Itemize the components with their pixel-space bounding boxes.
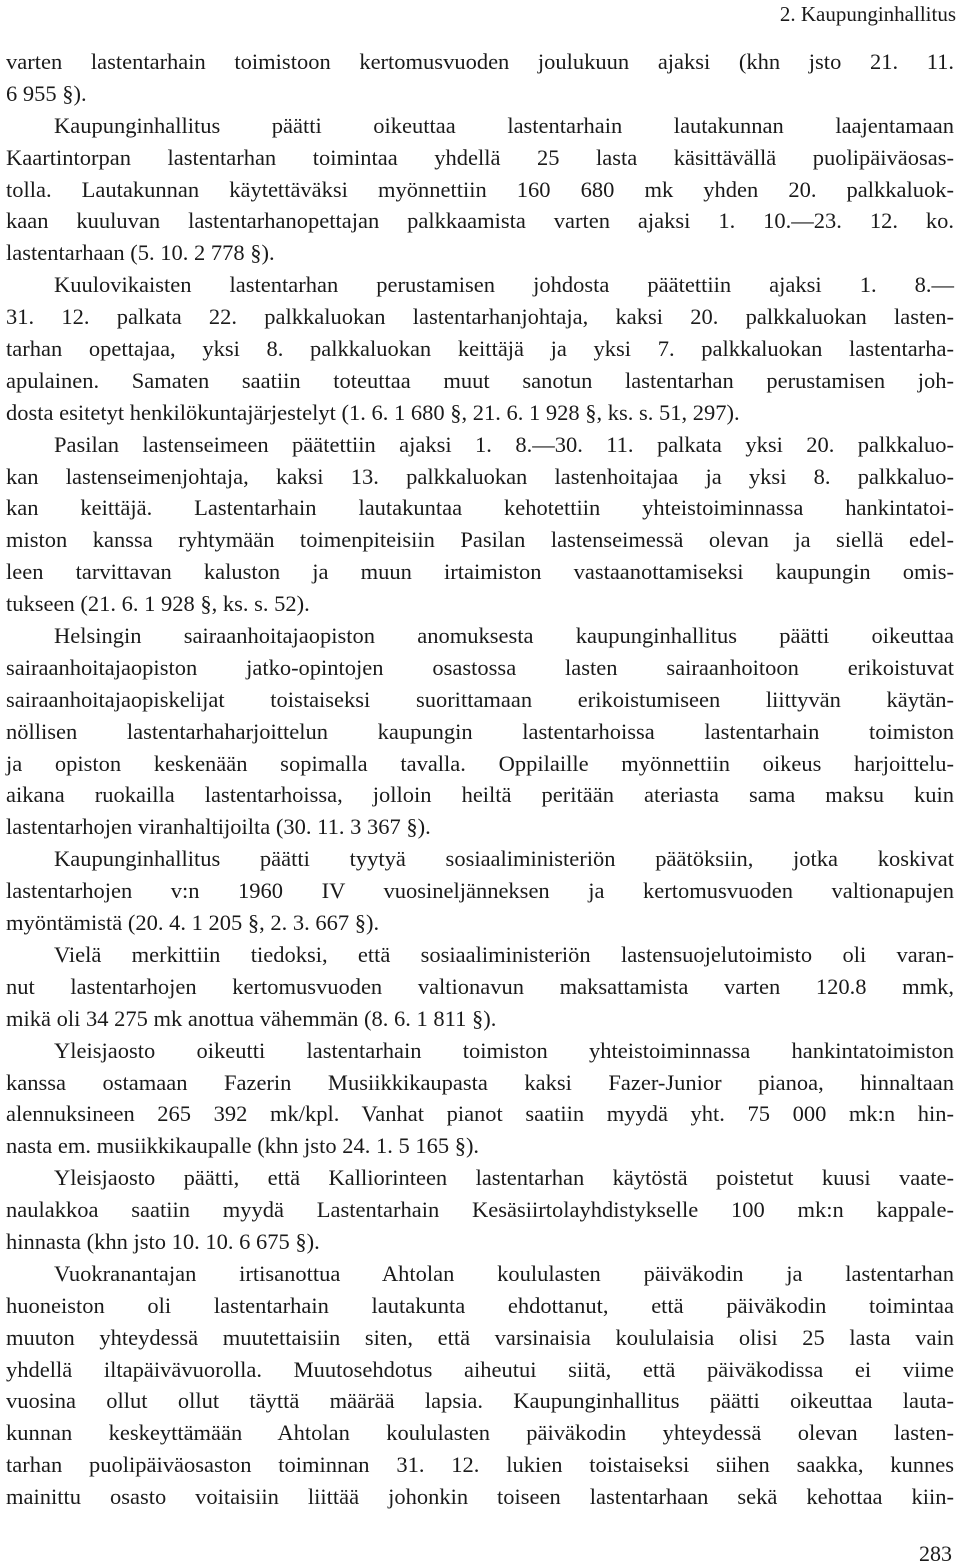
text-line: tolla. Lautakunnan käytettäväksi myönnettiin 160 680 mk yhden 20. palkkaluok-: [6, 176, 954, 202]
text-line: tarhan opettajaa, yksi 8. palkkaluokan keittäjä ja yksi 7. palkkaluokan lastentarha-: [6, 336, 954, 362]
text-line: apulainen. Samaten saatiin toteuttaa muut sanotun lastentarhan perustamisen joh-: [6, 367, 954, 393]
text-line: kan lastenseimenjohtaja, kaksi 13. palkkaluokan lastenhoitajaa ja yksi 8. palkkaluo-: [6, 463, 954, 489]
text-line: alennuksineen 265 392 mk/kpl. Vanhat pianot saatiin myydä yht. 75 000 mk:n hin-: [6, 1101, 954, 1127]
text-line: miston kanssa ryhtymään toimenpiteisiin Pasilan lastenseimessä olevan ja siellä edel-: [6, 527, 954, 553]
text-line: lastentarhaan (5. 10. 2 778 §).: [6, 240, 275, 266]
text-line: myöntämistä (20. 4. 1 205 §, 2. 3. 667 §).: [6, 910, 380, 936]
text-line: Pasilan lastenseimeen päätettiin ajaksi 1. 8.—30. 11. palkata yksi 20. palkkaluo-: [54, 431, 954, 457]
text-line: mikä oli 34 275 mk anottua vähemmän (8. 6. 1 811 §).: [6, 1005, 497, 1031]
text-line: aikana ruokailla lastentarhoissa, jolloin heiltä peritään ateriasta sama maksu kuin: [6, 782, 954, 808]
text-line: lastentarhojen v:n 1960 IV vuosineljänneksen ja kertomusvuoden valtionapujen: [6, 878, 954, 904]
text-line: leen tarvittavan kaluston ja muun irtaimiston vastaanottamiseksi kaupungin omis-: [6, 559, 954, 585]
text-line: muuton yhteydessä muutettaisiin siten, että varsinaisia koululaisia olisi 25 lasta vain: [6, 1324, 954, 1350]
text-line: huoneiston oli lastentarhain lautakunta ehdottanut, että päiväkodin toimintaa: [6, 1292, 954, 1318]
text-line: kanssa ostamaan Fazerin Musiikkikaupasta kaksi Fazer-Junior pianoa, hinnaltaan: [6, 1069, 954, 1095]
text-line: Vielä merkittiin tiedoksi, että sosiaaliministeriön lastensuojelutoimisto oli varan-: [54, 941, 954, 967]
text-line: yhdellä iltapäivävuorolla. Muutosehdotus aiheutui siitä, että päiväkodissa ei viime: [6, 1356, 954, 1382]
text-line: tarhan puolipäiväosaston toiminnan 31. 12. lukien toistaiseksi siihen saakka, kunnes: [6, 1452, 954, 1478]
text-line: hinnasta (khn jsto 10. 10. 6 675 §).: [6, 1228, 320, 1254]
body-text: [6, 46, 954, 1513]
text-line: 31. 12. palkata 22. palkkaluokan lastentarhanjohtaja, kaksi 20. palkkaluokan lasten-: [6, 304, 954, 330]
text-line: ja opiston keskenään sopimalla tavalla. Oppilaille myönnettiin oikeus harjoittelu-: [6, 750, 954, 776]
text-line: sairaanhoitajaopiston jatko-opintojen osastossa lasten sairaanhoitoon erikoistuvat: [6, 654, 954, 680]
text-line: Yleisjaosto oikeutti lastentarhain toimiston yhteistoiminnassa hankintatoimiston: [54, 1037, 954, 1063]
text-line: tukseen (21. 6. 1 928 §, ks. s. 52).: [6, 591, 310, 617]
text-line: Yleisjaosto päätti, että Kalliorinteen lastentarhan käytöstä poistetut kuusi vaate-: [54, 1165, 954, 1191]
text-line: sairaanhoitajaopiskelijat toistaiseksi suorittamaan erikoistumiseen liittyvän käytän-: [6, 686, 954, 712]
text-line: nut lastentarhojen kertomusvuoden valtionavun maksattamista varten 120.8 mmk,: [6, 973, 954, 999]
text-line: vuosina ollut ollut täyttä määrää lapsia. Kaupunginhallitus päätti oikeuttaa lauta-: [6, 1388, 954, 1414]
text-line: nasta em. musiikkikaupalle (khn jsto 24. 1. 5 165 §).: [6, 1133, 480, 1159]
text-line: naulakkoa saatiin myydä Lastentarhain Kesäsiirtolayhdistykselle 100 mk:n kappale-: [6, 1197, 954, 1223]
text-line: Kuulovikaisten lastentarhan perustamisen johdosta päätettiin ajaksi 1. 8.—: [54, 272, 954, 298]
text-line: mainittu osasto voitaisiin liittää johonkin toiseen lastentarhaan sekä kehottaa kiin-: [6, 1484, 954, 1510]
text-line: nöllisen lastentarhaharjoittelun kaupungin lastentarhoissa lastentarhain toimiston: [6, 718, 954, 744]
text-line: lastentarhojen viranhaltijoilta (30. 11. 3 367 §).: [6, 814, 431, 840]
text-line: Kaupunginhallitus päätti tyytyä sosiaaliministeriön päätöksiin, jotka koskivat: [54, 846, 954, 872]
text-line: Vuokranantajan irtisanottua Ahtolan koululasten päiväkodin ja lastentarhan: [54, 1260, 954, 1286]
text-line: Helsingin sairaanhoitajaopiston anomuksesta kaupunginhallitus päätti oikeuttaa: [54, 623, 954, 649]
page-number: 283: [919, 1541, 952, 1566]
running-header: 2. Kaupunginhallitus: [779, 2, 956, 26]
text-line: 6 955 §).: [6, 80, 87, 106]
text-line: Kaartintorpan lastentarhan toimintaa yhdellä 25 lasta käsittävällä puolipäiväosas-: [6, 144, 954, 170]
text-line: dosta esitetyt henkilökuntajärjestelyt (1. 6. 1 680 §, 21. 6. 1 928 §, ks. s. 51, 297).: [6, 399, 740, 425]
text-line: kunnan keskeyttämään Ahtolan koululasten päiväkodin yhteydessä olevan lasten-: [6, 1420, 954, 1446]
text-line: kan keittäjä. Lastentarhain lautakuntaa kehotettiin yhteistoiminnassa hankintatoi-: [6, 495, 954, 521]
text-line: varten lastentarhain toimistoon kertomusvuoden joulukuun ajaksi (khn jsto 21. 11.: [6, 49, 954, 74]
text-line: kaan kuuluvan lastentarhanopettajan palkkaamista varten ajaksi 1. 10.—23. 12. ko.: [6, 208, 954, 234]
text-line: Kaupunginhallitus päätti oikeuttaa lastentarhain lautakunnan laajentamaan: [54, 112, 954, 138]
